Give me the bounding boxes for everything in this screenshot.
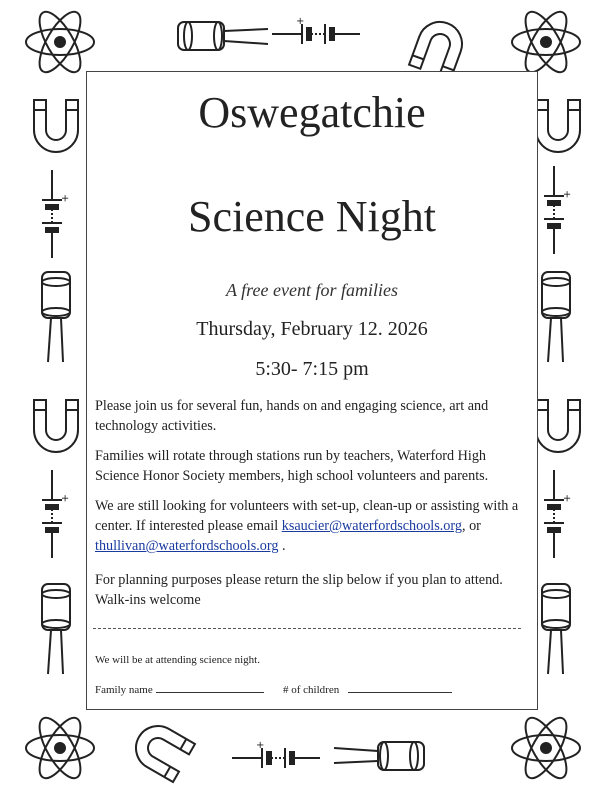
capacitor-icon — [334, 742, 424, 770]
battery-icon — [272, 16, 360, 44]
atom-icon — [26, 6, 94, 78]
capacitor-icon — [178, 22, 268, 50]
battery-icon — [42, 170, 70, 258]
volunteers-text-mid: , or — [461, 518, 481, 534]
volunteers-text-end: . — [278, 538, 286, 554]
email-link-ksaucier[interactable]: ksaucier@waterfordschools.org — [281, 518, 462, 534]
email-link-thullivan[interactable]: thullivan@waterfordschools.org — [95, 538, 279, 554]
volunteers-paragraph — [95, 496, 527, 556]
capacitor-icon — [542, 584, 570, 674]
attending-statement: We will be at attending science night. — [95, 654, 260, 666]
flyer-panel — [86, 71, 538, 710]
children-count-field[interactable] — [348, 682, 452, 693]
title-line-1: Oswegatchie — [198, 88, 426, 137]
magnet-icon — [536, 100, 580, 152]
capacitor-icon — [42, 272, 70, 362]
cut-line — [93, 628, 521, 629]
title-line-2: Science Night — [187, 192, 437, 241]
stations-paragraph: Families will rotate through stations run by teachers, Waterford High Science Honor Society members, high school volunteers and parents. — [95, 448, 489, 484]
intro-paragraph: Please join us for several fun, hands on and engaging science, art and technology activities. — [95, 398, 489, 434]
magnet-icon — [536, 400, 580, 452]
planning-paragraph: For planning purposes please return the slip below if you plan to attend. Walk-ins welcome — [95, 572, 503, 608]
magnet-icon — [128, 718, 195, 782]
event-date: Thursday, February 12. 2026 — [196, 318, 428, 340]
rsvp-form-row — [95, 682, 452, 696]
atom-icon — [512, 712, 580, 784]
atom-icon — [26, 712, 94, 784]
magnet-icon — [34, 100, 78, 152]
capacitor-icon — [542, 272, 570, 362]
tagline: A free event for families — [226, 280, 398, 300]
battery-icon — [544, 470, 572, 558]
battery-icon — [232, 740, 320, 768]
children-count-label: # of children — [283, 684, 340, 696]
battery-icon — [544, 166, 572, 254]
volunteers-text: We are still looking for volunteers with set-up, clean-up or assisting with a center. If interested please email — [95, 498, 519, 534]
magnet-icon — [34, 400, 78, 452]
atom-icon — [512, 6, 580, 78]
family-name-field[interactable] — [156, 682, 264, 693]
event-time: 5:30- 7:15 pm — [255, 358, 369, 380]
family-name-label: Family name — [95, 684, 153, 696]
capacitor-icon — [42, 584, 70, 674]
battery-icon — [42, 470, 70, 558]
